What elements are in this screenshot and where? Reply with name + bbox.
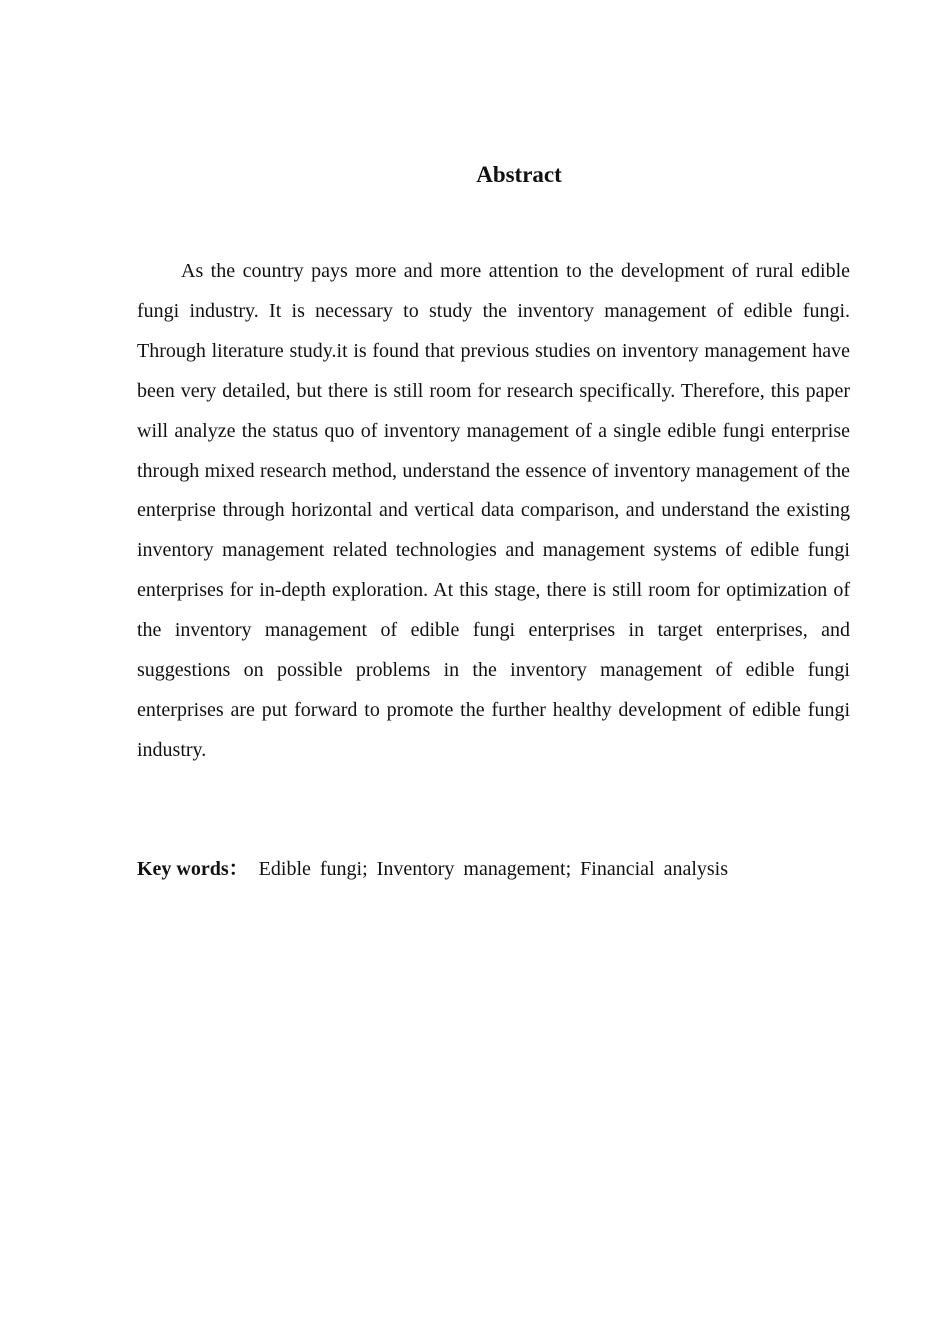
keywords-label: Key words：: [137, 858, 249, 880]
keywords-line: [137, 850, 850, 888]
keywords-text: Edible fungi; Inventory management; Financial analysis: [258, 858, 728, 880]
abstract-paragraph: As the country pays more and more attention to the development of rural edible fungi industry. It is necessary to study the inventory management of edible fungi. Through literature study.it is found that previous studies on inventory management have been very detailed, but there is still room for research specifically. Therefore, this paper will analyze the status quo of inventory management of a single edible fungi enterprise through mixed research method, understand the essence of inventory management of the enterprise through horizontal and vertical data comparison, and understand the existing inventory management related technologies and management systems of edible fungi enterprises for in-depth exploration. At this stage, there is still room for optimization of the inventory management of edible fungi enterprises in target enterprises, and suggestions on possible problems in the inventory management of edible fungi enterprises are put forward to promote the further healthy development of edible fungi industry.: [137, 260, 850, 761]
abstract-title: Abstract: [476, 162, 562, 187]
